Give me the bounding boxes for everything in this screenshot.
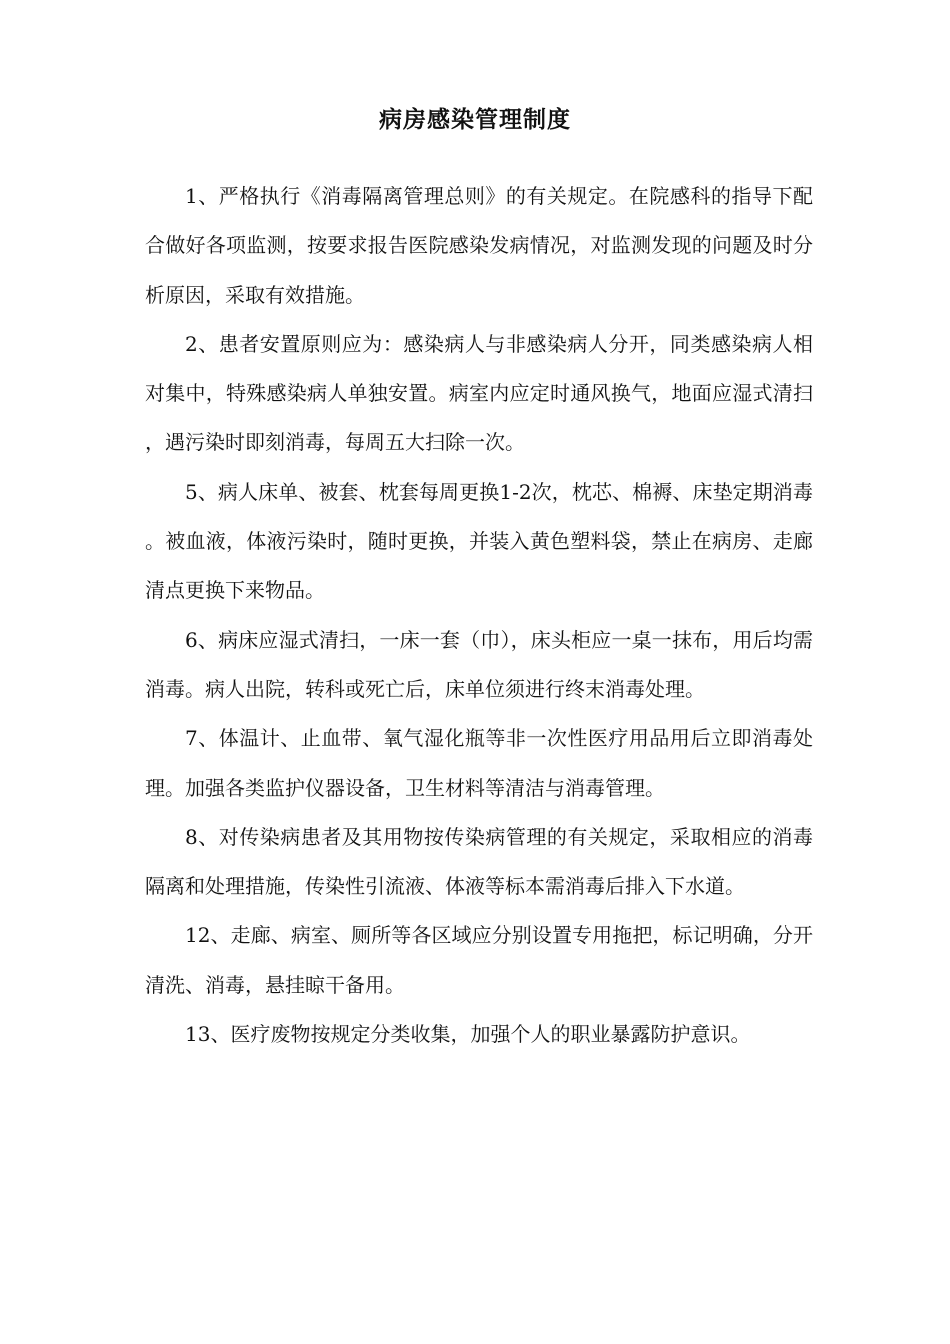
paragraph-8: 8、对传染病患者及其用物按传染病管理的有关规定，采取相应的消毒隔离和处理措施，传染性引流液、体液等标本需消毒后排入下水道。 bbox=[145, 824, 813, 899]
paragraph-13: 13、医疗废物按规定分类收集，加强个人的职业暴露防护意识。 bbox=[185, 1022, 751, 1047]
paragraph-2: 2、患者安置原则应为：感染病人与非感染病人分开，同类感染病人相对集中，特殊感染病人单独安置。病室内应定时通风换气，地面应湿式清扫，遇污染时即刻消毒，每周五大扫除一次。 bbox=[145, 331, 813, 455]
paragraph-1: 1、严格执行《消毒隔离管理总则》的有关规定。在院感科的指导下配合做好各项监测，按要求报告医院感染发病情况，对监测发现的问题及时分析原因，采取有效措施。 bbox=[145, 184, 813, 307]
paragraph-12: 12、走廊、病室、厕所等各区域应分别设置专用拖把，标记明确，分开清洗、消毒，悬挂晾干备用。 bbox=[145, 923, 813, 997]
paragraph-7: 7、体温计、止血带、氧气湿化瓶等非一次性医疗用品用后立即消毒处理。加强各类监护仪器设备，卫生材料等清洁与消毒管理。 bbox=[145, 726, 813, 800]
paragraph-6: 6、病床应湿式清扫，一床一套（巾），床头柜应一桌一抹布，用后均需消毒。病人出院，转科或死亡后，床单位须进行终末消毒处理。 bbox=[145, 627, 813, 701]
paragraph-5: 5、病人床单、被套、枕套每周更换1-2次，枕芯、棉褥、床垫定期消毒。被血液，体液污染时，随时更换，并装入黄色塑料袋，禁止在病房、走廊清点更换下来物品。 bbox=[145, 479, 813, 603]
document-body bbox=[145, 172, 813, 1059]
page-title: 病房感染管理制度 bbox=[379, 107, 571, 133]
